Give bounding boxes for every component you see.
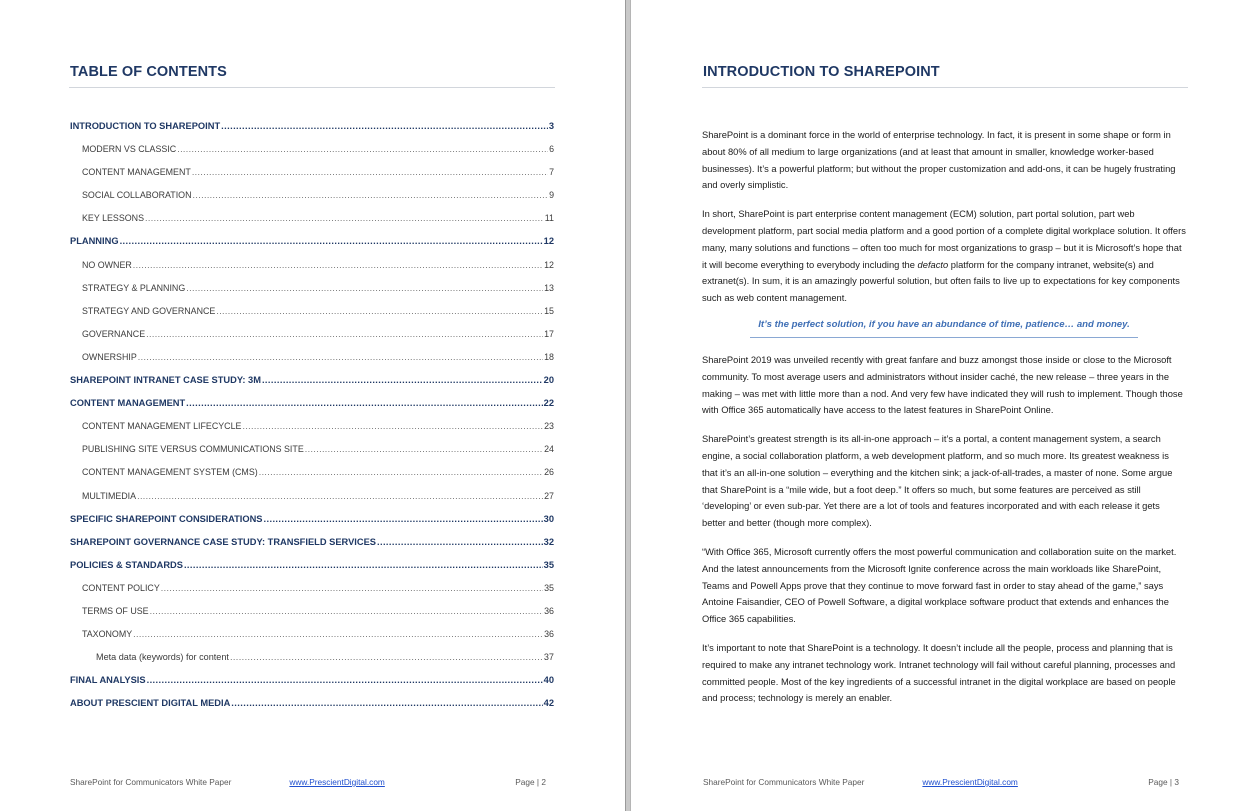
toc-entry[interactable] <box>70 675 554 698</box>
toc-entry-title: MULTIMEDIA <box>82 490 137 501</box>
toc-leader-dots <box>231 698 542 708</box>
pull-quote-rule <box>750 337 1138 338</box>
toc-entry-page: 13 <box>544 282 554 293</box>
toc-leader-dots <box>138 352 543 362</box>
toc-entry[interactable] <box>70 537 554 560</box>
toc-entry-title: CONTENT MANAGEMENT SYSTEM (CMS) <box>82 467 258 478</box>
toc-entry-page: 18 <box>544 351 554 362</box>
toc-leader-dots <box>216 306 543 316</box>
footer <box>70 777 546 787</box>
toc-entry-title: MODERN VS CLASSIC <box>82 144 177 155</box>
toc-entry-title: STRATEGY AND GOVERNANCE <box>82 305 216 316</box>
footer <box>703 777 1179 787</box>
toc-entry-title: TERMS OF USE <box>82 605 149 616</box>
toc-entry-title: SHAREPOINT INTRANET CASE STUDY: 3M <box>70 375 261 386</box>
toc-entry[interactable] <box>70 421 554 444</box>
pull-quote: It’s the perfect solution, if you have an abundance of time, patience… and money. <box>758 318 1130 330</box>
toc-entry-page: 15 <box>544 305 554 316</box>
toc-leader-dots <box>137 491 543 501</box>
toc-leader-dots <box>221 121 548 131</box>
toc-entry-page: 23 <box>544 421 554 432</box>
toc-leader-dots <box>305 444 543 454</box>
toc-entry-title: KEY LESSONS <box>82 213 144 224</box>
footer-title: SharePoint for Communicators White Paper <box>70 777 232 787</box>
toc-entry-title: PLANNING <box>70 236 119 247</box>
toc-entry[interactable] <box>70 306 554 329</box>
toc-leader-dots <box>186 283 543 293</box>
toc-entry-title: CONTENT MANAGEMENT <box>82 167 191 178</box>
toc-entry-title: FINAL ANALYSIS <box>70 675 146 686</box>
toc-leader-dots <box>177 144 548 154</box>
toc-leader-dots <box>184 560 543 570</box>
toc-entry-title: INTRODUCTION TO SHAREPOINT <box>70 121 221 131</box>
toc-entry[interactable] <box>70 144 554 167</box>
section-heading: INTRODUCTION TO SHAREPOINT <box>703 64 940 80</box>
intro-body <box>702 127 1186 719</box>
toc-leader-dots <box>262 375 543 385</box>
toc-entry-page: 17 <box>544 328 554 339</box>
toc-leader-dots <box>377 537 543 547</box>
footer-title: SharePoint for Communicators White Paper <box>703 777 865 787</box>
heading-rule <box>69 87 555 88</box>
toc-entry-title: SHAREPOINT GOVERNANCE CASE STUDY: TRANSFIELD SERVICES <box>70 536 376 547</box>
toc-entry-page: 30 <box>543 513 554 524</box>
toc-entry-page: 40 <box>543 675 554 686</box>
toc-entry-title: NO OWNER <box>82 259 132 270</box>
toc-entry[interactable] <box>70 283 554 306</box>
toc-leader-dots <box>150 606 544 616</box>
toc-entry-title: SPECIFIC SHAREPOINT CONSIDERATIONS <box>70 513 263 524</box>
toc-entry-page: 12 <box>544 259 554 270</box>
heading-rule <box>702 87 1188 88</box>
toc-entry-title: GOVERNANCE <box>82 328 146 339</box>
footer-link[interactable]: www.PrescientDigital.com <box>289 777 385 787</box>
paragraph: SharePoint 2019 was unveiled recently with great fanfare and buzz amongst those inside or close to the Microsoft community. To most average users and administrators without insider caché, the new release – three years in the making – was met with little more than a nod. And very few have indicated they will rush to implement. Though those with Office 365 automatically have access to the latest features in SharePoint Online. <box>702 354 1183 416</box>
toc-entry-title: PUBLISHING SITE VERSUS COMMUNICATIONS SITE <box>82 444 304 455</box>
toc-entry-page: 26 <box>544 467 554 478</box>
toc-entry[interactable] <box>70 375 554 398</box>
toc-entry-page: 35 <box>543 559 554 570</box>
toc-entry-title: CONTENT POLICY <box>82 582 160 593</box>
toc-entry-page: 35 <box>544 582 554 593</box>
toc-entry[interactable] <box>70 652 554 675</box>
paragraph <box>702 206 1186 307</box>
toc-entry[interactable] <box>70 560 554 583</box>
toc-entry-page: 12 <box>543 236 554 247</box>
toc-entry-page: 24 <box>544 444 554 455</box>
toc-entry-title: ABOUT PRESCIENT DIGITAL MEDIA <box>70 698 231 709</box>
paragraph-text: In short, SharePoint is part enterprise content management (ECM) solution, part portal solution, part web development platform, part social media platform and a good portion of a complete digital workplace solution. It offers many, many solutions and functions – often too much for most organizations to grasp – but it is Microsoft’s hope that it will become everything to everybody including the <box>702 209 1186 270</box>
toc-entry[interactable] <box>70 629 554 652</box>
toc-entry-title: TAXONOMY <box>82 629 133 640</box>
toc-entry[interactable] <box>70 213 554 236</box>
toc-entry-title: Meta data (keywords) for content <box>96 652 229 663</box>
toc-entry-title: CONTENT MANAGEMENT <box>70 398 186 409</box>
toc-entry[interactable] <box>70 514 554 537</box>
toc-entry[interactable] <box>70 398 554 421</box>
toc-leader-dots <box>120 236 543 246</box>
toc-leader-dots <box>133 629 543 639</box>
emphasis-text: defacto <box>917 259 949 270</box>
toc-leader-dots <box>242 421 543 431</box>
toc-entry[interactable] <box>70 491 554 514</box>
toc-entry[interactable] <box>70 352 554 375</box>
toc-entry-title: STRATEGY & PLANNING <box>82 282 186 293</box>
toc-leader-dots <box>192 190 548 200</box>
toc-entry[interactable] <box>70 583 554 606</box>
toc-entry[interactable] <box>70 467 554 490</box>
toc-entry-page: 9 <box>549 190 554 201</box>
toc-entry-page: 36 <box>544 629 554 640</box>
paragraph: It’s important to note that SharePoint is a technology. It doesn’t include all the people, process and planning that is required to make any intranet technology work. Intranet technology will fail without careful planning, processes and committed people. Most of the key ingredients of a successful intranet in the digital workplace are based on people and process; technology is merely an enabler. <box>702 642 1176 704</box>
toc-entry-page: 11 <box>544 213 554 224</box>
page-number: Page | 2 <box>515 777 546 787</box>
toc-leader-dots <box>146 329 543 339</box>
toc-entry[interactable] <box>70 167 554 190</box>
toc-leader-dots <box>259 467 543 477</box>
toc-entry[interactable] <box>70 121 554 144</box>
footer-link[interactable]: www.PrescientDigital.com <box>922 777 1018 787</box>
table-of-contents <box>70 121 554 721</box>
toc-leader-dots <box>145 213 544 223</box>
paragraph-text: platform for the company intranet, website(s) and extranet(s). In sum, it is an amazingly powerful solution, but often fails to live up to expectations for key components such as web content management. <box>702 259 1180 304</box>
toc-entry-page: 7 <box>549 167 554 178</box>
toc-entry[interactable] <box>70 698 554 721</box>
toc-entry-page: 42 <box>543 698 554 709</box>
toc-entry-title: CONTENT MANAGEMENT LIFECYCLE <box>82 421 242 432</box>
toc-entry-title: SOCIAL COLLABORATION <box>82 190 192 201</box>
toc-entry-page: 36 <box>544 605 554 616</box>
toc-entry-page: 3 <box>548 121 554 131</box>
page-number: Page | 3 <box>1148 777 1179 787</box>
paragraph: SharePoint is a dominant force in the world of enterprise technology. In fact, it is present in some shape or form in about 80% of all medium to large organizations (and at least that amount in smaller, knowledge worker-based businesses). It’s a powerful platform; but without the proper customization and add-ons, it can be hugely frustrating and overly simplistic. <box>702 130 1176 191</box>
toc-leader-dots <box>230 652 543 662</box>
toc-entry[interactable] <box>70 444 554 467</box>
toc-entry-page: 37 <box>543 652 554 663</box>
toc-entry[interactable] <box>70 236 554 259</box>
toc-entry[interactable] <box>70 606 554 629</box>
toc-leader-dots <box>192 167 548 177</box>
toc-leader-dots <box>264 514 543 524</box>
toc-entry-page: 27 <box>544 490 554 501</box>
toc-leader-dots <box>147 675 543 685</box>
paragraph: “With Office 365, Microsoft currently offers the most powerful communication and collaboration suite on the market. And the latest announcements from the Microsoft Ignite conference across the main workloads like SharePoint, Teams and Powell Apps prove that they continue to move forward fast in order to stay ahead of the game,” says Antoine Faisandier, CEO of Powell Software, a digital workplace software product that extends and enhances the Office 365 capabilities. <box>702 546 1177 625</box>
toc-leader-dots <box>161 583 543 593</box>
toc-entry-page: 20 <box>543 375 554 386</box>
toc-entry[interactable] <box>70 329 554 352</box>
toc-entry[interactable] <box>70 260 554 283</box>
paragraph: SharePoint’s greatest strength is its all-in-one approach – it’s a portal, a content management system, a search engine, a social collaboration platform, a web development platform, and so much more. Its greatest weakness is that it’s an all-in-one solution – everything and the kitchen sink; a jack-of-all-trades, a master of none. Some argue that SharePoint is a “mile wide, but a foot deep.” It offers so much, but some features are perceived as still ‘developing’ or even sub-par. Yet there are a lot of tools and features incorporated and with each release it gets better and better (though more complex). <box>702 434 1173 529</box>
toc-entry-page: 32 <box>543 536 554 547</box>
toc-leader-dots <box>133 260 543 270</box>
left-page <box>0 0 625 811</box>
toc-entry-title: POLICIES & STANDARDS <box>70 559 183 570</box>
toc-entry-page: 22 <box>543 398 554 409</box>
toc-heading: TABLE OF CONTENTS <box>70 64 227 80</box>
toc-leader-dots <box>186 398 542 408</box>
toc-entry[interactable] <box>70 190 554 213</box>
toc-entry-title: OWNERSHIP <box>82 351 137 362</box>
toc-entry-page: 6 <box>549 144 554 155</box>
